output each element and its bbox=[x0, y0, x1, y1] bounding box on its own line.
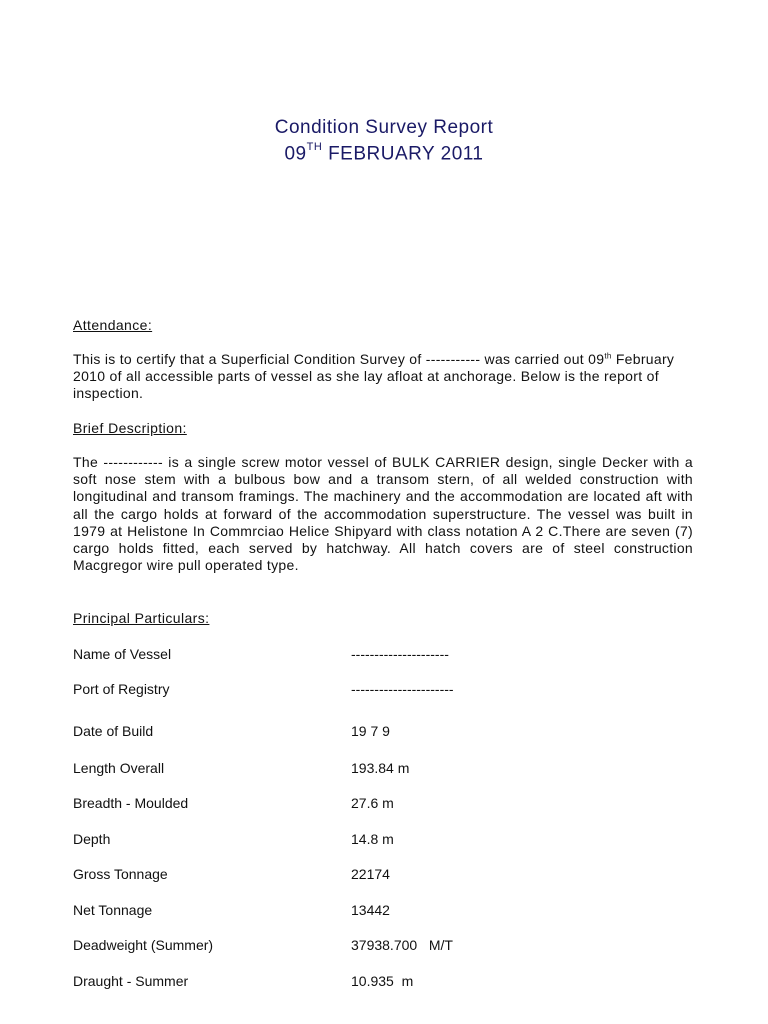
particular-value: 19 7 9 bbox=[351, 723, 390, 739]
brief-description-text: The ------------ is a single screw motor vessel of BULK CARRIER design, single Decker with a soft nose stem with a bulbous bow and a transom stern, of all welded construction with longitudinal and transom framings. The machinery and the accommodation are located aft with all the cargo holds at forward of the accommodation superstructure. The vessel was built in 1979 at Helistone In Commrciao Helice Shipyard with class notation A 2 C.There are seven (7) cargo holds fitted, each served by hatchway. All hatch covers are of steel construction Macgregor wire pull operated type. bbox=[73, 454, 693, 574]
particular-label: Draught - Summer bbox=[73, 973, 189, 989]
brief-description-heading: Brief Description: bbox=[73, 420, 187, 436]
particular-label: Date of Build bbox=[73, 723, 154, 739]
principal-particulars-heading: Principal Particulars: bbox=[73, 610, 210, 626]
particular-label: Length Overall bbox=[73, 760, 165, 776]
attendance-text-part1: This is to certify that a Superficial Condition Survey of ----------- was carried out 09 bbox=[73, 351, 605, 367]
attendance-superscript: th bbox=[604, 351, 612, 361]
particular-value: 14.8 m bbox=[351, 831, 394, 847]
particular-value: 27.6 m bbox=[351, 795, 394, 811]
attendance-text bbox=[73, 351, 693, 403]
particular-label: Name of Vessel bbox=[73, 646, 172, 662]
particular-value: 193.84 m bbox=[351, 760, 410, 776]
report-title: Condition Survey Report bbox=[274, 117, 494, 138]
report-date-day: 09 bbox=[284, 143, 307, 165]
particular-label: Gross Tonnage bbox=[73, 866, 168, 882]
particular-label: Deadweight (Summer) bbox=[73, 937, 214, 953]
report-date-rest: FEBRUARY 2011 bbox=[322, 143, 484, 165]
particular-label: Breadth - Moulded bbox=[73, 795, 189, 811]
particular-value: ---------------------- bbox=[351, 681, 454, 697]
particular-label: Net Tonnage bbox=[73, 902, 153, 918]
report-date-superscript: TH bbox=[306, 141, 323, 153]
attendance-text-part2: February 2010 of all accessible parts of vessel as she lay afloat at anchorage. Below is the report of inspection. bbox=[73, 351, 675, 402]
particular-value: --------------------- bbox=[351, 646, 449, 662]
particular-value: 10.935 m bbox=[351, 973, 414, 989]
report-date bbox=[0, 143, 768, 165]
particular-value: 37938.700 M/T bbox=[351, 937, 453, 953]
attendance-heading: Attendance: bbox=[73, 317, 153, 333]
particular-value: 13442 bbox=[351, 902, 390, 918]
particular-label: Port of Registry bbox=[73, 681, 170, 697]
particular-value: 22174 bbox=[351, 866, 390, 882]
particular-label: Depth bbox=[73, 831, 111, 847]
